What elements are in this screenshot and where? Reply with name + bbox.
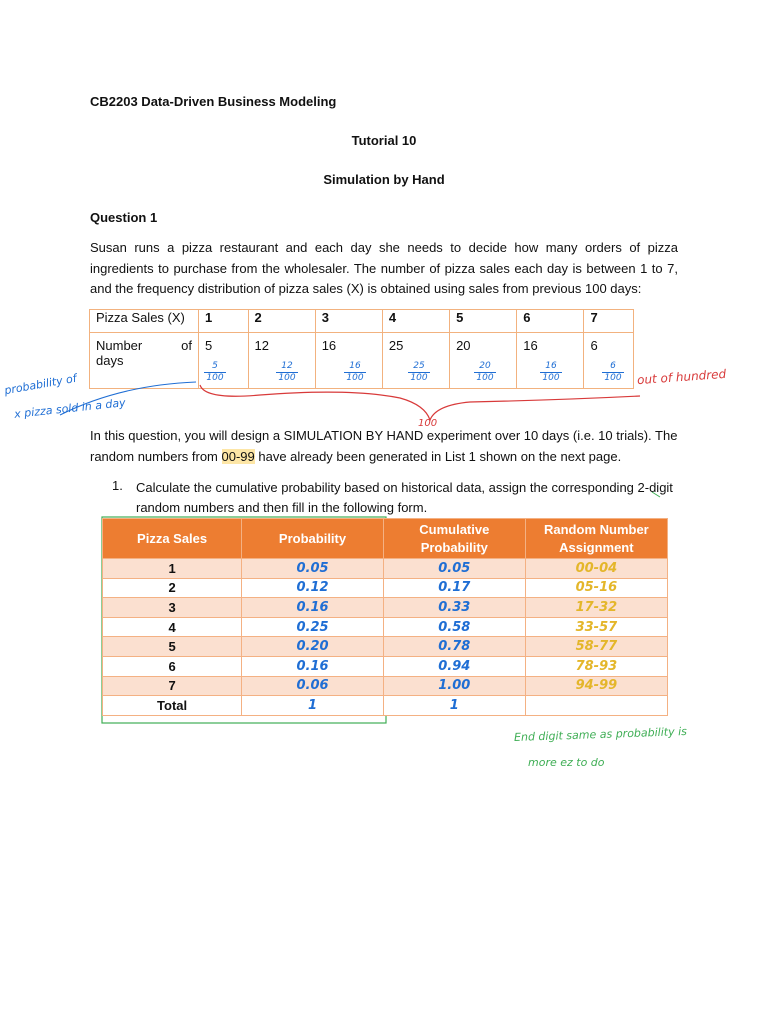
cell-random-range: 17-32 <box>525 598 667 618</box>
cell-cumulative: 1.00 <box>383 676 525 696</box>
note-out-of-hundred: out of hundred <box>636 366 727 388</box>
red-brace-stroke <box>200 385 640 420</box>
sales-cell: 3 <box>315 310 382 333</box>
table-row <box>103 598 668 618</box>
tutorial-title: Tutorial 10 <box>351 133 417 148</box>
handwritten-fraction: 5 100 <box>200 362 230 383</box>
cell-cumulative: 0.94 <box>383 656 525 676</box>
cell-total-cum: 1 <box>383 696 525 716</box>
cell-random-range: 05-16 <box>525 578 667 598</box>
header-probability: Probability <box>242 519 384 559</box>
cell-total-empty <box>525 696 667 716</box>
cell-random-range: 58-77 <box>525 637 667 657</box>
cell-sales: 4 <box>103 617 242 637</box>
note-pizza-sold: x pizza sold in a day <box>13 396 127 421</box>
blue-pointer-stroke <box>60 382 196 415</box>
cell-sales: 1 <box>103 559 242 579</box>
cell-probability: 0.05 <box>242 559 384 579</box>
instruction-text-a: In this question, you will design a SIMULATION BY HAND experiment over 10 days (i.e. 10 trials). The random numbers from <box>90 428 678 464</box>
cell-random-range: 33-57 <box>525 617 667 637</box>
cell-cumulative: 0.33 <box>383 598 525 618</box>
table-header-row <box>103 519 668 559</box>
table-row <box>103 578 668 598</box>
list-item-number: 1. <box>112 478 123 493</box>
cell-probability: 0.20 <box>242 637 384 657</box>
handwritten-fraction: 25 100 <box>404 362 434 383</box>
days-label-a: Number <box>96 338 143 353</box>
table-row <box>103 676 668 696</box>
instruction-text-b: have already been generated in List 1 shown on the next page. <box>254 448 622 464</box>
days-cell: 6 <box>584 333 634 389</box>
cell-total-prob: 1 <box>242 696 384 716</box>
days-cell: 20 <box>450 333 517 389</box>
handwritten-fraction: 16 100 <box>340 362 370 383</box>
cell-sales: 6 <box>103 656 242 676</box>
cell-cumulative: 0.78 <box>383 637 525 657</box>
cell-probability: 0.25 <box>242 617 384 637</box>
cell-random-range: 00-04 <box>525 559 667 579</box>
cell-cumulative: 0.17 <box>383 578 525 598</box>
sales-row-label: Pizza Sales (X) <box>90 310 199 333</box>
handwritten-fraction: 12 100 <box>272 362 302 383</box>
days-cell: 12 <box>248 333 315 389</box>
cell-sales: 5 <box>103 637 242 657</box>
handwritten-fraction: 6 100 <box>598 362 628 383</box>
table-row <box>103 617 668 637</box>
instruction-paragraph <box>90 426 678 467</box>
days-cell: 16 <box>315 333 382 389</box>
sales-cell: 7 <box>584 310 634 333</box>
green-note-line1: End digit same as probability is <box>513 724 688 745</box>
days-label-of: of <box>181 338 192 353</box>
cell-cumulative: 0.05 <box>383 559 525 579</box>
days-cell: 16 <box>517 333 584 389</box>
note-sum-100: 100 <box>418 418 438 429</box>
question-paragraph: Susan runs a pizza restaurant and each day she needs to decide how many orders of pizza ingredients to purchase from the wholesaler. The number of pizza sales each day is between 1 to 7, and the frequency distribution of pizza sales (X) is obtained using sales from previous 100 days: <box>90 240 678 296</box>
sales-cell: 1 <box>199 310 249 333</box>
cell-probability: 0.06 <box>242 676 384 696</box>
days-cell: 25 <box>382 333 449 389</box>
highlighted-range: 00-99 <box>221 448 255 464</box>
sales-cell: 4 <box>382 310 449 333</box>
course-title: CB2203 Data-Driven Business Modeling <box>90 94 337 109</box>
cell-total-label: Total <box>103 696 242 716</box>
sales-cell: 6 <box>517 310 584 333</box>
cell-probability: 0.12 <box>242 578 384 598</box>
cell-random-range: 78-93 <box>525 656 667 676</box>
days-label-b: days <box>96 353 124 368</box>
probability-table <box>102 518 668 716</box>
cell-probability: 0.16 <box>242 656 384 676</box>
table-row <box>103 656 668 676</box>
header-pizza-sales: Pizza Sales <box>103 519 242 559</box>
table-row <box>103 559 668 579</box>
header-cumulative: Cumulative Probability <box>383 519 525 559</box>
section-subtitle: Simulation by Hand <box>323 172 445 187</box>
question-heading: Question 1 <box>90 210 158 225</box>
header-random-number: Random Number Assignment <box>525 519 667 559</box>
cell-random-range: 94-99 <box>525 676 667 696</box>
cell-sales: 3 <box>103 598 242 618</box>
days-cell: 5 <box>199 333 249 389</box>
cell-cumulative: 0.58 <box>383 617 525 637</box>
cell-probability: 0.16 <box>242 598 384 618</box>
note-probability-of: probability of <box>3 371 78 398</box>
sales-cell: 5 <box>450 310 517 333</box>
table-row <box>103 637 668 657</box>
handwritten-fraction: 16 100 <box>536 362 566 383</box>
sales-cell: 2 <box>248 310 315 333</box>
handwritten-fraction: 20 100 <box>470 362 500 383</box>
cell-sales: 2 <box>103 578 242 598</box>
total-row <box>103 696 668 716</box>
cell-sales: 7 <box>103 676 242 696</box>
list-item-text: Calculate the cumulative probability based on historical data, assign the corresponding 2-digit random numbers and then fill in the following form. <box>136 480 673 515</box>
green-note-line2: more ez to do <box>528 756 605 769</box>
